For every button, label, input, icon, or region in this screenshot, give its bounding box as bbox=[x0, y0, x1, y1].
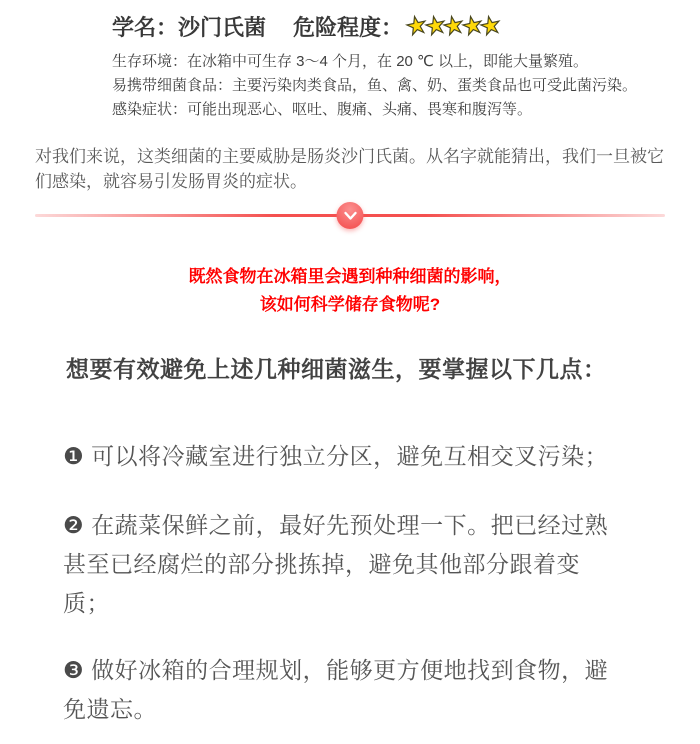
question-line-2: 该如何科学储存食物呢? bbox=[259, 295, 441, 314]
bacteria-card bbox=[112, 11, 700, 122]
tips-heading: 想要有效避免上述几种细菌滋生，要掌握以下几点： bbox=[66, 356, 607, 382]
tip-text: 做好冰箱的合理规划，能够更方便地找到食物，避免遗忘。 bbox=[63, 657, 609, 722]
symptoms-line: 感染症状：可能出现恶心、呕吐、腹痛、头痛、畏寒和腹泻等。 bbox=[112, 101, 533, 118]
tip-text: 可以将冷藏室进行独立分区，避免互相交叉污染； bbox=[91, 443, 609, 469]
article-page bbox=[0, 11, 700, 729]
question-line-1: 既然食物在冰箱里会遇到种种细菌的影响， bbox=[188, 267, 512, 286]
tips-list bbox=[0, 437, 700, 729]
star-icon: ★ bbox=[477, 10, 502, 42]
numbered-bullet-3-icon: ❸ bbox=[63, 657, 85, 683]
star-icon: ★ bbox=[421, 10, 446, 42]
carrier-foods-line: 易携带细菌食品：主要污染肉类食品，鱼、禽、奶、蛋类食品也可受此菌污染。 bbox=[112, 77, 638, 94]
star-icon: ★ bbox=[458, 10, 483, 42]
divider-badge bbox=[337, 202, 364, 229]
star-icon: ★ bbox=[403, 10, 428, 42]
tip-item bbox=[63, 651, 611, 729]
tip-item bbox=[63, 506, 611, 623]
scientific-name: 学名：沙门氏菌 bbox=[112, 15, 267, 40]
danger-level-label: 危险程度： bbox=[293, 15, 404, 40]
danger-stars bbox=[403, 10, 502, 42]
tip-text: 在蔬菜保鲜之前，最好先预处理一下。把已经过熟甚至已经腐烂的部分挑拣掉，避免其他部分跟着变质； bbox=[63, 512, 609, 616]
numbered-bullet-2-icon: ❷ bbox=[63, 512, 85, 538]
question-block bbox=[0, 263, 700, 319]
star-icon: ★ bbox=[440, 10, 465, 42]
habitat-line: 生存环境：在冰箱中可生存 3～4 个月，在 20 ℃ 以上，即能大量繁殖。 bbox=[112, 53, 589, 70]
tip-item bbox=[63, 437, 611, 476]
bacteria-card-title bbox=[112, 11, 700, 42]
chevron-down-icon bbox=[343, 211, 357, 221]
section-divider bbox=[35, 202, 665, 229]
intro-paragraph: 对我们来说，这类细菌的主要威胁是肠炎沙门氏菌。从名字就能猜出，我们一旦被它们感染，就容易引发肠胃炎的症状。 bbox=[35, 147, 664, 191]
numbered-bullet-1-icon: ❶ bbox=[63, 443, 85, 469]
